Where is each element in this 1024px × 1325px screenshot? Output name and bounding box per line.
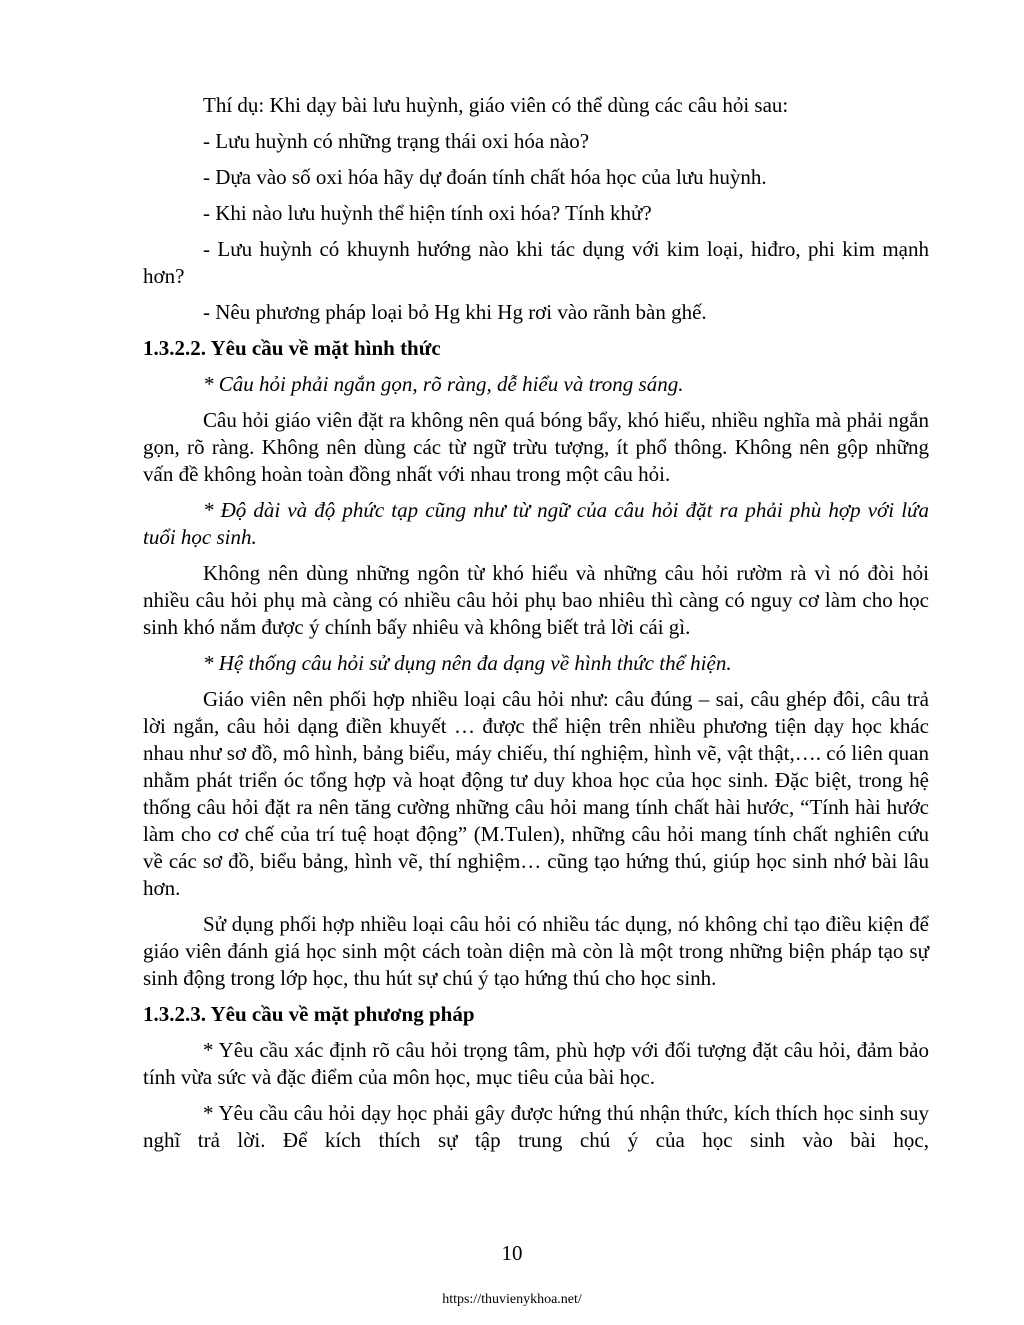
requirement-point: * Độ dài và độ phức tạp cũng như từ ngữ của câu hỏi đặt ra phải phù hợp với lứa tuổi học sinh. bbox=[143, 498, 929, 549]
requirement-point: * Hệ thống câu hỏi sử dụng nên đa dạng về hình thức thể hiện. bbox=[203, 651, 732, 675]
question-item: - Lưu huỳnh có khuynh hướng nào khi tác dụng với kim loại, hiđro, phi kim mạnh hơn? bbox=[143, 237, 929, 288]
question-item: - Nêu phương pháp loại bỏ Hg khi Hg rơi vào rãnh bàn ghế. bbox=[203, 300, 707, 324]
requirement-point: * Yêu cầu xác định rõ câu hỏi trọng tâm, phù hợp với đối tượng đặt câu hỏi, đảm bảo tính vừa sức và đặc điểm của môn học, mục tiêu của bài học. bbox=[143, 1038, 929, 1089]
section-heading-method: 1.3.2.3. Yêu cầu về mặt phương pháp bbox=[143, 1002, 475, 1026]
requirement-point: * Câu hỏi phải ngắn gọn, rõ ràng, dễ hiểu và trong sáng. bbox=[203, 372, 684, 396]
document-page bbox=[143, 92, 929, 1163]
body-paragraph: Không nên dùng những ngôn từ khó hiểu và những câu hỏi rườm rà vì nó đòi hỏi nhiều câu hỏi phụ mà càng có nhiều câu hỏi phụ bao nhiêu thì càng có nguy cơ làm cho học sinh khó nắm được ý chính bấy nhiêu và không biết trả lời cái gì. bbox=[143, 561, 929, 639]
body-paragraph: Giáo viên nên phối hợp nhiều loại câu hỏi như: câu đúng – sai, câu ghép đôi, câu trả lời ngắn, câu hỏi dạng điền khuyết … được thể hiện trên nhiều phương tiện dạy học khác nhau như sơ đồ, mô hình, bảng biểu, máy chiếu, thí nghiệm, hình vẽ, vật thật,…. có liên quan nhằm phát triển óc tổng hợp và hoạt động tư duy khoa học của học sinh. Đặc biệt, trong hệ thống câu hỏi đặt ra nên tăng cường những câu hỏi mang tính chất hài hước, “Tính hài hước làm cho cơ chế của trí tuệ hoạt động” (M.Tulen), những câu hỏi mang tính chất nghiên cứu về các sơ đồ, biểu bảng, hình vẽ, thí nghiệm… cũng tạo hứng thú, giúp học sinh nhớ bài lâu hơn. bbox=[143, 687, 929, 900]
question-item: - Dựa vào số oxi hóa hãy dự đoán tính chất hóa học của lưu huỳnh. bbox=[203, 165, 767, 189]
requirement-point: * Yêu cầu câu hỏi dạy học phải gây được hứng thú nhận thức, kích thích học sinh suy nghĩ trả lời. Để kích thích sự tập trung chú ý của học sinh vào bài học, bbox=[143, 1101, 929, 1152]
question-item: - Khi nào lưu huỳnh thể hiện tính oxi hóa? Tính khử? bbox=[203, 201, 652, 225]
paragraph-example-intro: Thí dụ: Khi dạy bài lưu huỳnh, giáo viên có thể dùng các câu hỏi sau: bbox=[203, 93, 789, 117]
question-item: - Lưu huỳnh có những trạng thái oxi hóa nào? bbox=[203, 129, 590, 153]
section-heading-form: 1.3.2.2. Yêu cầu về mặt hình thức bbox=[143, 336, 441, 360]
footer-url-link[interactable]: https://thuvienykhoa.net/ bbox=[442, 1292, 582, 1307]
body-paragraph: Câu hỏi giáo viên đặt ra không nên quá bóng bẩy, khó hiểu, nhiều nghĩa mà phải ngắn gọn, rõ ràng. Không nên dùng các từ ngữ trừu tượng, ít phổ thông. Không nên gộp những vấn đề không hoàn toàn đồng nhất với nhau trong một câu hỏi. bbox=[143, 408, 929, 486]
body-paragraph: Sử dụng phối hợp nhiều loại câu hỏi có nhiều tác dụng, nó không chỉ tạo điều kiện để giáo viên đánh giá học sinh một cách toàn diện mà còn là một trong những biện pháp tạo sự sinh động trong lớp học, thu hút sự chú ý tạo hứng thú cho học sinh. bbox=[143, 912, 929, 990]
page-number: 10 bbox=[501, 1241, 523, 1265]
